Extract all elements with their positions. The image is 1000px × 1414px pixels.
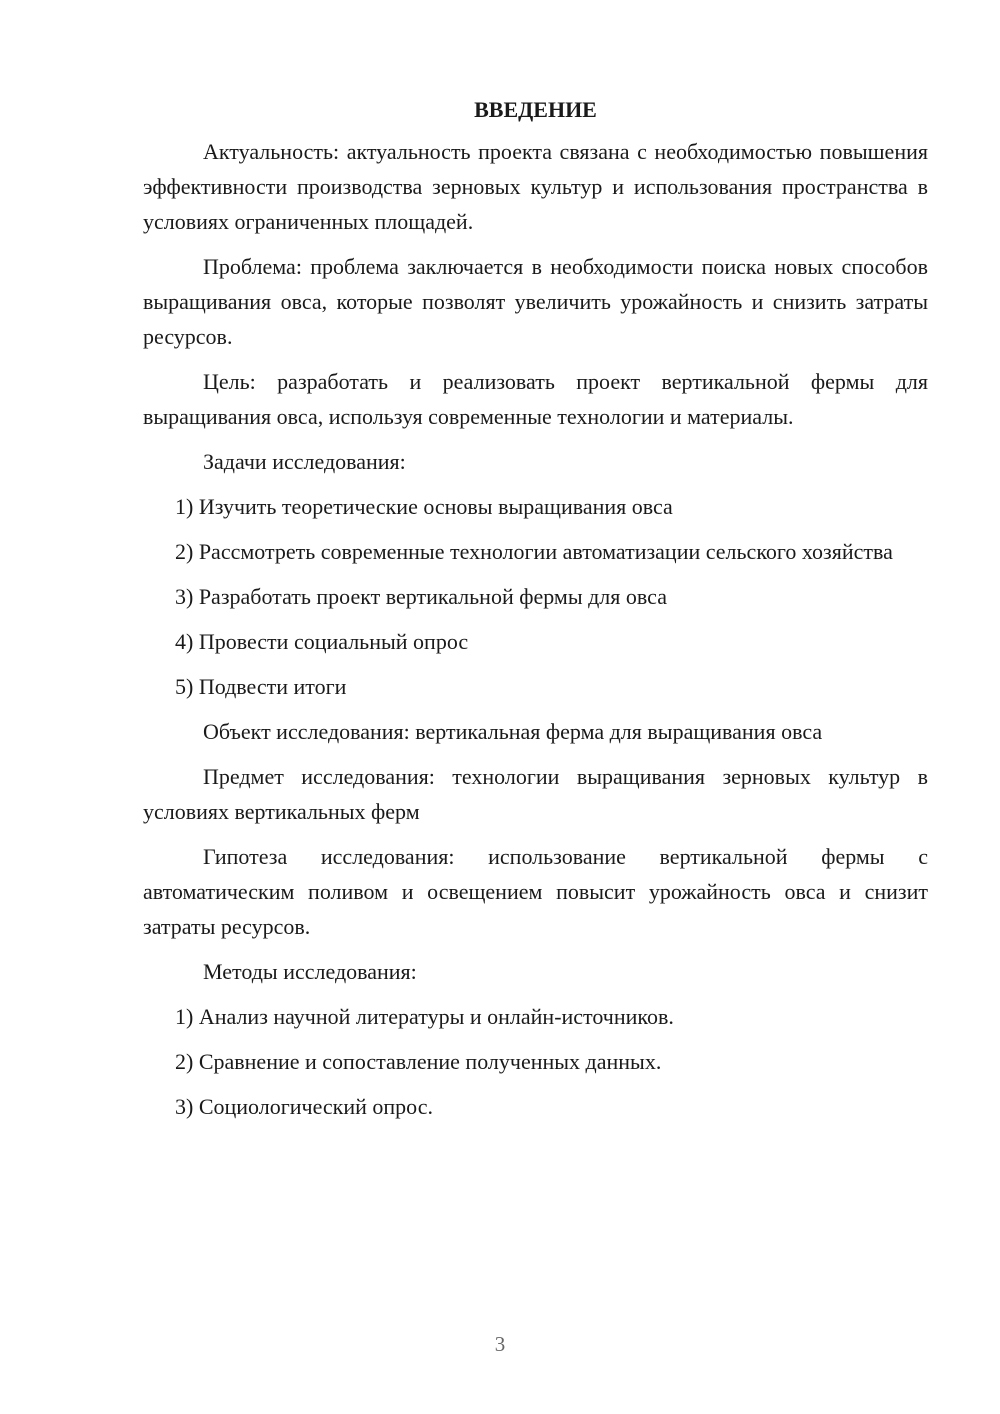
- hypothesis-paragraph: Гипотеза исследования: использование вертикальной фермы с автоматическим поливом и освещением повысит урожайность овса и снизит затраты ресурсов.: [143, 844, 928, 939]
- object-paragraph: Объект исследования: вертикальная ферма для выращивания овса: [203, 719, 823, 744]
- section-title: ВВЕДЕНИЕ: [474, 97, 597, 122]
- task-item: 2) Рассмотреть современные технологии автоматизации сельского хозяйства: [175, 539, 893, 564]
- goal-paragraph: Цель: разработать и реализовать проект вертикальной фермы для выращивания овса, используя современные технологии и материалы.: [143, 369, 928, 429]
- relevance-paragraph: Актуальность: актуальность проекта связана с необходимостью повышения эффективности производства зерновых культур и использования пространства в условиях ограниченных площадей.: [143, 139, 928, 234]
- tasks-heading: Задачи исследования:: [203, 449, 406, 474]
- document-page: [143, 92, 928, 1134]
- task-item: 5) Подвести итоги: [175, 674, 347, 699]
- task-item: 4) Провести социальный опрос: [175, 629, 469, 654]
- page-number: 3: [494, 1332, 506, 1356]
- task-item: 3) Разработать проект вертикальной фермы для овса: [175, 584, 667, 609]
- subject-paragraph: Предмет исследования: технологии выращивания зерновых культур в условиях вертикальных ферм: [143, 764, 928, 824]
- method-item: 3) Социологический опрос.: [175, 1094, 433, 1119]
- method-item: 1) Анализ научной литературы и онлайн-источников.: [175, 1004, 674, 1029]
- problem-paragraph: Проблема: проблема заключается в необходимости поиска новых способов выращивания овса, которые позволят увеличить урожайность и снизить затраты ресурсов.: [143, 254, 928, 349]
- task-item: 1) Изучить теоретические основы выращивания овса: [175, 494, 673, 519]
- method-item: 2) Сравнение и сопоставление полученных данных.: [175, 1049, 662, 1074]
- methods-heading: Методы исследования:: [203, 959, 417, 984]
